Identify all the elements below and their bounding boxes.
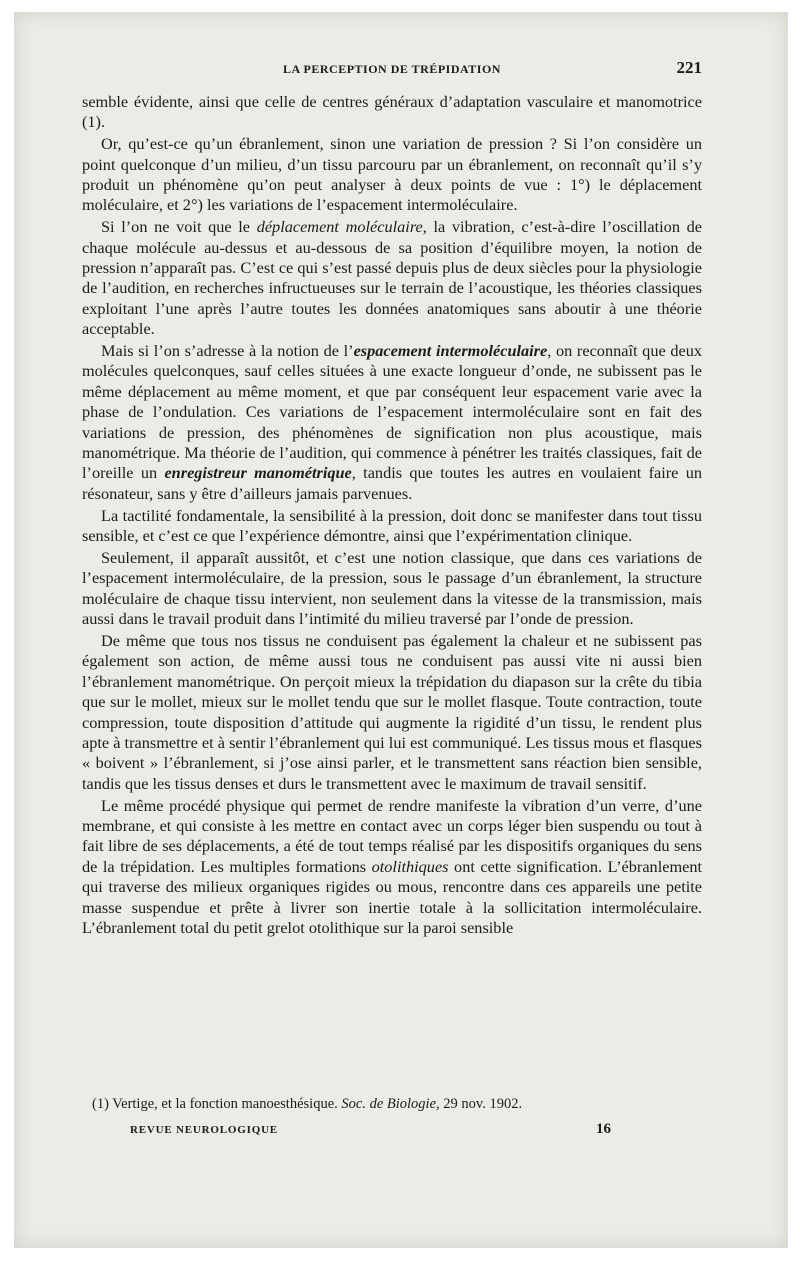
running-head xyxy=(82,58,702,84)
paragraph-8-text-c: ont cette signification. L’ébranlement qui traverse des milieux organiques rigides ou mous, rencontre dans ces appareils une petite masse suspendue et prête à livrer son inertie totale à la sollicitation intermoléculaire. L’ébranlement total du petit grelot otolithique sur la paroi sensible xyxy=(82,856,703,937)
paragraph-4 xyxy=(82,341,702,504)
running-title: LA PERCEPTION DE TRÉPIDATION xyxy=(283,62,501,76)
italic-term-enregistreur: enregistreur manométrique xyxy=(164,463,352,483)
italic-term-espacement: espacement intermoléculaire xyxy=(353,341,548,361)
footnote-text-a: (1) Vertige, et la fonction manoesthésique. xyxy=(92,1096,342,1112)
body-text xyxy=(82,92,702,938)
sheet-number: 16 xyxy=(596,1121,611,1137)
italic-term-otolithiques: otolithiques xyxy=(371,856,449,876)
paragraph-8-text-a: Le même procédé physique qui permet de rendre manifeste la vibration d’un verre, d’une membrane, et qui consiste à les mettre en contact avec un corps léger bien suspendu ou tout à fait libre de ses déplacements, a été de tout temps réalisé par les dispositifs organiques du sens de la trépidation. Les multiples formations xyxy=(82,795,702,876)
printer-signature: REVUE NEUROLOGIQUE xyxy=(130,1124,278,1136)
paragraph-1: semble évidente, ainsi que celle de centres généraux d’adaptation vasculaire et manomotrice (1). xyxy=(82,92,702,132)
footnote xyxy=(92,1096,702,1113)
footnote-journal: Soc. de Biologie, xyxy=(341,1096,440,1112)
paragraph-2: Or, qu’est-ce qu’un ébranlement, sinon une variation de pression ? Si l’on considère un point quelconque d’un milieu, d’un tissu parcouru par un ébranlement, on reconnaît qu’il s’y produit un phénomène qu’on peut analyser à deux points de vue : 1°) le déplacement moléculaire, et 2°) les variations de l’espacement intermoléculaire. xyxy=(82,134,702,215)
italic-term-deplacement: déplacement moléculaire xyxy=(256,217,423,237)
book-page xyxy=(82,58,702,940)
footnote-date: 29 nov. 1902. xyxy=(439,1096,523,1112)
paragraph-3-text-a: Si l’on ne voit que le xyxy=(101,217,257,237)
paragraph-6: Seulement, il apparaît aussitôt, et c’est une notion classique, que dans ces variations de l’espacement intermoléculaire, de la pression, sous le passage d’un ébranlement, la structure moléculaire de chaque tissu intervient, non seulement dans la vitesse de la transmission, mais aussi dans le travail produit dans l’intimité du milieu traversé par l’onde de pression. xyxy=(82,547,702,629)
paragraph-4-text-a: Mais si l’on s’adresse à la notion de l’ xyxy=(101,341,354,361)
paragraph-8 xyxy=(82,796,702,939)
paragraph-4-text-c: , on reconnaît que deux molécules quelconques, sauf celles situées à une exacte longueur d’onde, ne subissent pas le même déplacement au même moment, et que par conséquent leur espacement varie avec la phase de l’ondulation. Ces variations de l’espacement intermoléculaire sont en fait des variations de pression, des phénomènes de signification non plus acoustique, mais manométrique. Ma théorie de l’audition, qui commence à pénétrer les traités classiques, fait de l’oreille un xyxy=(82,341,702,483)
paragraph-3-text-c: , la vibration, c’est-à-dire l’oscillation de chaque molécule au-dessus et au-dessous de sa position d’équilibre moyen, la notion de pression n’apparaît pas. C’est ce qui s’est passé depuis plus de deux siècles pour la physiologie de l’audition, en recherches infructueuses sur le terrain de l’acoustique, les théories classiques exploitant l’une après l’autre toutes les données anatomiques sans aboutir à une théorie acceptable. xyxy=(82,217,702,339)
paragraph-5: La tactilité fondamentale, la sensibilité à la pression, doit donc se manifester dans tout tissu sensible, et c’est ce que l’expérience démontre, ainsi que l’expérimentation clinique. xyxy=(82,505,702,546)
paragraph-4-text-e: , tandis que toutes les autres en voulaient faire un résonateur, sans y être d’ailleurs jamais parvenues. xyxy=(82,463,703,503)
page-number: 221 xyxy=(676,58,702,77)
paragraph-3 xyxy=(82,217,702,339)
paragraph-7: De même que tous nos tissus ne conduisent pas également la chaleur et ne subissent pas également son action, de même aussi tous ne conduisent pas aussi vite ni aussi bien l’ébranlement manométrique. On perçoit mieux la trépidation du diapason sur la crête du tibia que sur le mollet, mieux sur le mollet tendu que sur le mollet flasque. Toute contraction, toute compression, toute disposition d’attitude qui augmente la rigidité d’un tissu, le rendent plus apte à transmettre et à sentir l’ébranlement qui lui est communiqué. Les tissus mous et flasques « boivent » l’ébranlement, si j’ose ainsi parler, et le transmettent sans réaction bien sensible, tandis que les tissus denses et durs le transmettent avec le maximum de travail sensitif. xyxy=(82,630,702,793)
